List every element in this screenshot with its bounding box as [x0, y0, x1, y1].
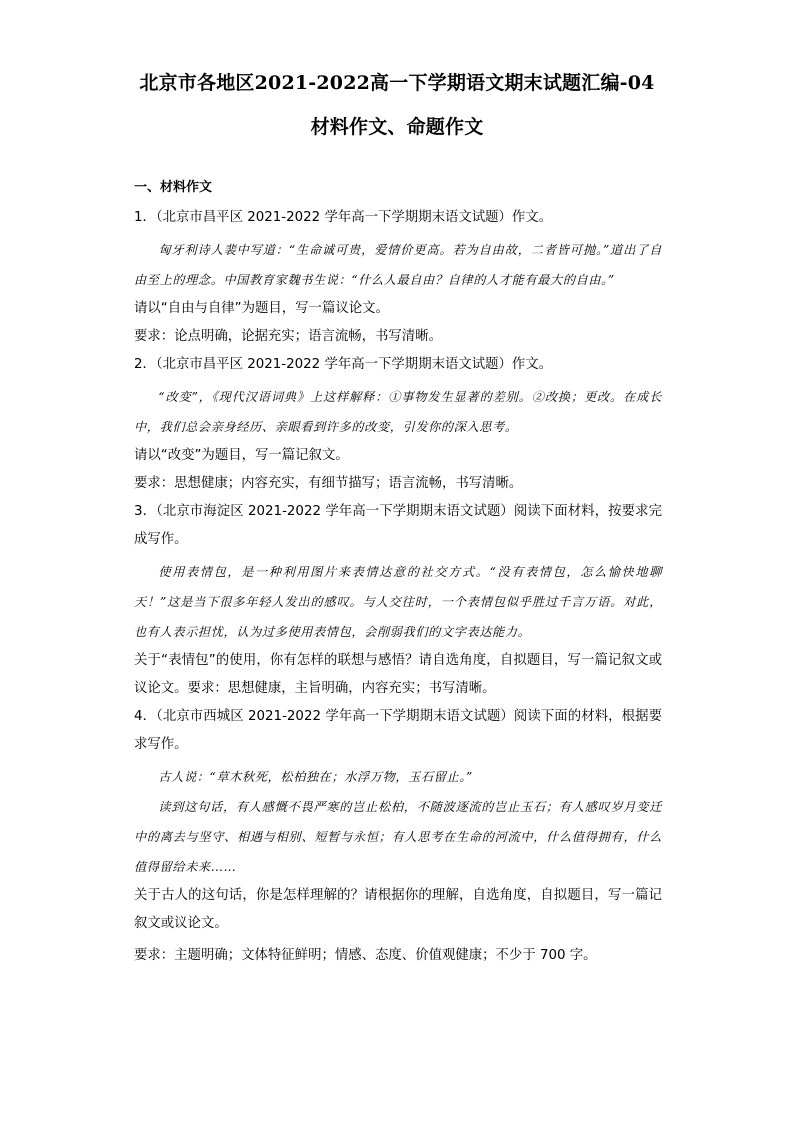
material-paragraph: 读到这句话，有人感慨不畏严寒的岂止松柏，不随波逐流的岂止玉石；有人感叹岁月变迁中的离去与坚守、相遇与相别、短暂与永恒；有人思考在生命的河流中，什么值得拥有，什么值得留给未来……: [134, 800, 662, 874]
section-heading: 一、材料作文: [134, 180, 213, 195]
requirement-line: 关于古人的这句话，你是怎样理解的？请根据你的理解，自选角度，自拟题目，写一篇记叙文或议论文。: [134, 888, 662, 931]
question-prompt: [134, 204, 662, 232]
requirement-line: 请以“改变”为题目，写一篇记叙文。: [134, 448, 349, 463]
document-body: [134, 178, 662, 970]
question-1: [134, 204, 662, 351]
requirement-line: 要求：论点明确，论据充实；语言流畅，书写清晰。: [134, 329, 442, 344]
question-source: （北京市海淀区 2021-2022 学年高一下学期期末语文试题）阅读下面材料，按要求完成写作。: [134, 504, 662, 547]
material-paragraph: 使用表情包，是一种利用图片来表情达意的社交方式。“没有表情包，怎么愉快地聊天！”这是当下很多年轻人发出的感叹。与人交往时，一个表情包似乎胜过千言万语。对此，也有人表示担忧，认为过多使用表情包，会削弱我们的文字表达能力。: [134, 565, 662, 639]
question-number: 1．: [134, 210, 156, 225]
question-number: 3．: [134, 504, 157, 519]
question-2: [134, 351, 662, 498]
question-source: （北京市昌平区 2021-2022 学年高一下学期期末语文试题）作文。: [155, 357, 553, 372]
requirement-line: 要求：主题明确；文体特征鲜明；情感、态度、价值观健康；不少于 700 字。: [134, 948, 597, 963]
material-paragraph: 匈牙利诗人裴中写道：“生命诚可贵，爱情价更高。若为自由故，二者皆可抛。”道出了自由至上的理念。中国教育家魏书生说：“什么人最自由？自律的人才能有最大的自由。”: [134, 243, 662, 287]
question-4: [134, 703, 662, 970]
material-paragraph: “改变”，《现代汉语词典》上这样解释：①事物发生显著的差别。②改换；更改。在成长中，我们总会亲身经历、亲眼看到许多的改变，引发你的深入思考。: [134, 390, 662, 434]
question-3: [134, 498, 662, 703]
question-prompt: [134, 498, 662, 554]
question-source: （北京市昌平区 2021-2022 学年高一下学期期末语文试题）作文。: [155, 210, 553, 225]
question-source: （北京市西城区 2021-2022 学年高一下学期期末语文试题）阅读下面的材料，根据要求写作。: [134, 709, 662, 752]
material-paragraph: 古人说：“草木秋死，松柏独在；水浮万物，玉石留止。”: [158, 770, 473, 784]
requirement-line: 请以“自由与自律”为题目，写一篇议论文。: [134, 301, 389, 316]
document-title-line2: 材料作文、命题作文: [310, 116, 484, 138]
requirement-line: 要求：思想健康；内容充实，有细节描写；语言流畅，书写清晰。: [134, 476, 523, 491]
question-prompt: [134, 351, 662, 379]
requirement-line: 关于“表情包”的使用，你有怎样的联想与感悟？请自选角度，自拟题目，写一篇记叙文或议论文。要求：思想健康，主旨明确，内容充实；书写清晰。: [134, 653, 662, 696]
question-prompt: [134, 703, 662, 759]
question-number: 4．: [134, 709, 157, 724]
question-number: 2．: [134, 357, 156, 372]
document-title-line1: 北京市各地区2021-2022高一下学期语文期末试题汇编-04: [139, 72, 655, 94]
